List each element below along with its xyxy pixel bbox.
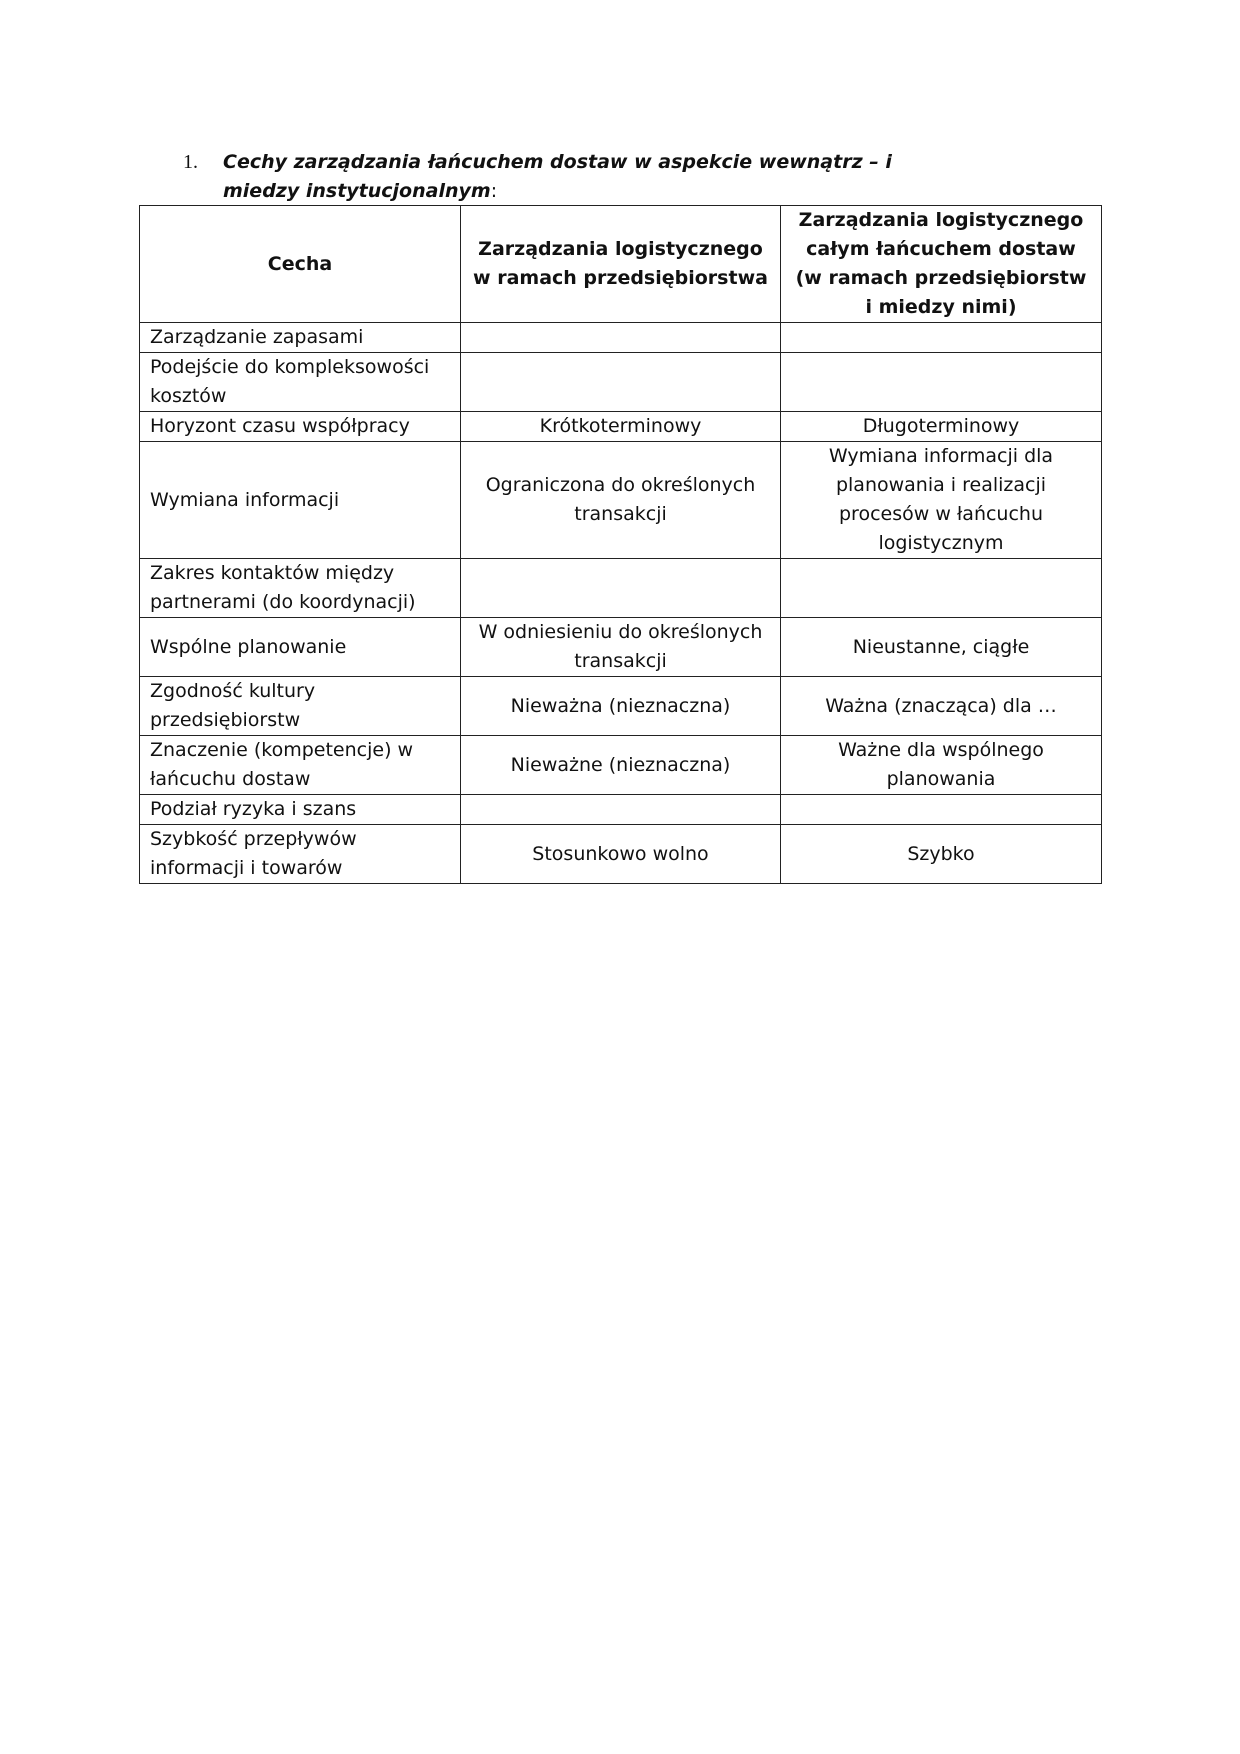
table-row (140, 442, 1102, 559)
row-intra-value: Krótkoterminowy (461, 412, 781, 442)
row-intra-value (461, 559, 781, 618)
row-feature: Wspólne planowanie (140, 618, 461, 677)
row-feature: Podział ryzyka i szans (140, 795, 461, 825)
row-inter-value: Szybko (781, 825, 1102, 884)
row-inter-value (781, 353, 1102, 412)
row-intra-value: W odniesieniu do określonych transakcji (461, 618, 781, 677)
heading-title (223, 148, 943, 206)
table-header-row (140, 206, 1102, 323)
row-inter-value (781, 559, 1102, 618)
row-intra-value: Ograniczona do określonych transakcji (461, 442, 781, 559)
row-inter-value: Ważne dla wspólnego planowania (781, 736, 1102, 795)
row-feature: Horyzont czasu współpracy (140, 412, 461, 442)
comparison-table (139, 205, 1102, 884)
table-row (140, 323, 1102, 353)
row-feature: Zarządzanie zapasami (140, 323, 461, 353)
row-intra-value: Nieważna (nieznaczna) (461, 677, 781, 736)
row-feature: Znaczenie (kompetencje) w łańcuchu dostaw (140, 736, 461, 795)
row-intra-value: Nieważne (nieznaczna) (461, 736, 781, 795)
table-row (140, 353, 1102, 412)
row-feature: Wymiana informacji (140, 442, 461, 559)
row-feature: Podejście do kompleksowości kosztów (140, 353, 461, 412)
row-inter-value (781, 323, 1102, 353)
table-row (140, 795, 1102, 825)
row-feature: Zakres kontaktów między partnerami (do koordynacji) (140, 559, 461, 618)
table-row (140, 412, 1102, 442)
row-inter-value: Wymiana informacji dla planowania i realizacji procesów w łańcuchu logistycznym (781, 442, 1102, 559)
row-feature: Zgodność kultury przedsiębiorstw (140, 677, 461, 736)
row-inter-value: Długoterminowy (781, 412, 1102, 442)
header-supply-chain: Zarządzania logistycznego całym łańcuchem dostaw (w ramach przedsiębiorstw i miedzy nimi) (781, 206, 1102, 323)
table-row (140, 677, 1102, 736)
list-number: 1. (183, 151, 198, 173)
row-inter-value (781, 795, 1102, 825)
table-row (140, 559, 1102, 618)
row-inter-value: Ważna (znacząca) dla … (781, 677, 1102, 736)
section-heading (183, 148, 943, 206)
row-intra-value (461, 353, 781, 412)
row-intra-value: Stosunkowo wolno (461, 825, 781, 884)
row-intra-value (461, 323, 781, 353)
heading-colon: : (490, 180, 498, 202)
header-intra-company: Zarządzania logistycznego w ramach przedsiębiorstwa (461, 206, 781, 323)
header-feature: Cecha (140, 206, 461, 323)
table-row (140, 825, 1102, 884)
row-intra-value (461, 795, 781, 825)
row-feature: Szybkość przepływów informacji i towarów (140, 825, 461, 884)
row-inter-value: Nieustanne, ciągłe (781, 618, 1102, 677)
table-row (140, 618, 1102, 677)
heading-title-text: Cechy zarządzania łańcuchem dostaw w aspekcie wewnątrz – i miedzy instytucjonalnym (223, 151, 892, 202)
table-row (140, 736, 1102, 795)
